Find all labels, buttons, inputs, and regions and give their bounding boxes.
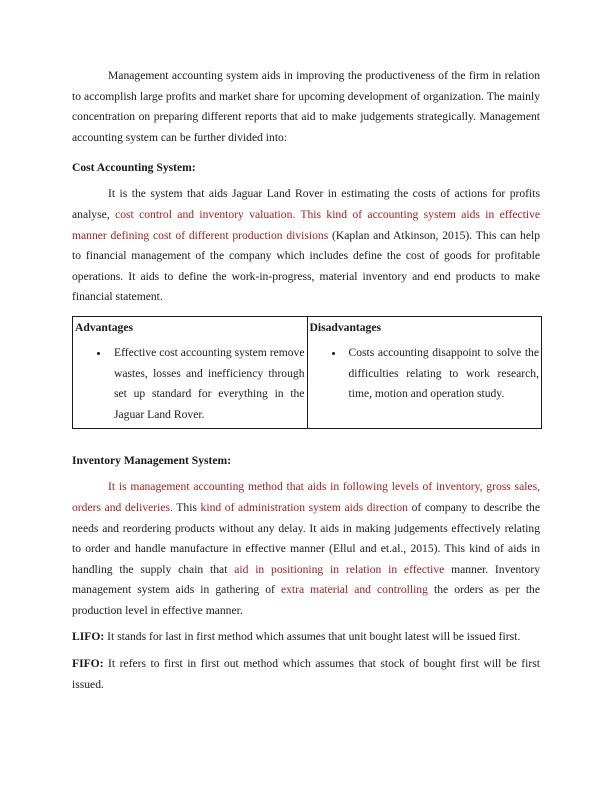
advantages-disadvantages-table xyxy=(72,316,542,429)
lifo-paragraph xyxy=(72,627,540,648)
inventory-text-highlight-5: aid in positioning in relation in effective xyxy=(234,562,445,576)
fifo-label: FIFO: xyxy=(72,657,104,671)
inventory-text-highlight-7: extra material and controlling xyxy=(280,583,428,597)
advantages-header: Advantages xyxy=(75,320,133,334)
inventory-management-heading: Inventory Management System: xyxy=(72,454,232,468)
advantage-item: • Effective cost accounting system remove wastes, losses and inefficiency through set up standard for everything in the Jaguar Land Rover. xyxy=(110,343,305,425)
cost-text-end: (Kaplan and Atkinson, 2015). This can help to financial management of the company which includes define the cost of goods for profitable operations. It aids to define the work-in-progress, material inventory and end products to make financial statement. xyxy=(72,228,540,304)
lifo-text: It stands for last in first method which assumes that unit bought latest will be issued first. xyxy=(104,630,521,644)
cost-accounting-heading: Cost Accounting System: xyxy=(72,161,196,175)
cost-accounting-paragraph xyxy=(72,184,540,308)
inventory-text-4: of company to describe the needs and reordering products without any delay. It aids in making judgements effectively relating to order and handle manufacture in effective manner (Ellul and et.al., 2015). This kind of aids in handling the supply chain that xyxy=(72,500,540,576)
fifo-text: It refers to first in first out method which assumes that stock of bought first will be first issued. xyxy=(72,657,540,691)
intro-paragraph: Management accounting system aids in improving the productiveness of the firm in relation to accomplish large profits and market share for upcoming development of organization. The mainly concentration on preparing different reports that aid to make judgements strategically. Management accounting system can be further divided into: xyxy=(72,69,540,144)
lifo-label: LIFO: xyxy=(72,630,105,644)
disadvantages-cell xyxy=(307,316,542,428)
advantages-list xyxy=(75,343,305,425)
disadvantages-list xyxy=(310,343,540,405)
inventory-text-8: the orders as per the production level in effective manner. xyxy=(72,583,540,617)
inventory-paragraph xyxy=(72,477,540,621)
disadvantage-item: • Costs accounting disappoint to solve the difficulties relating to work research, time, motion and operation study. xyxy=(345,343,540,405)
inventory-text-highlight-1: It is management accounting method that aids in following levels of inventory, gross sales, orders and deliveries. xyxy=(72,480,540,514)
inventory-text-2: This xyxy=(172,500,201,514)
cost-text-highlight: cost control and inventory valuation. This kind of accounting system aids in effective manner defining cost of different production divisions xyxy=(72,207,541,242)
document-page xyxy=(72,66,540,695)
disadvantages-header: Disadvantages xyxy=(309,320,382,334)
cost-text-start: It is the system that aids Jaguar Land Rover in estimating the costs of actions for profits analyse, xyxy=(72,187,540,221)
advantages-cell xyxy=(73,316,308,428)
inventory-text-highlight-3: kind of administration system aids direction xyxy=(200,500,408,514)
fifo-paragraph xyxy=(72,654,540,695)
inventory-text-6: manner. Inventory management system aids in gathering of xyxy=(72,562,541,597)
